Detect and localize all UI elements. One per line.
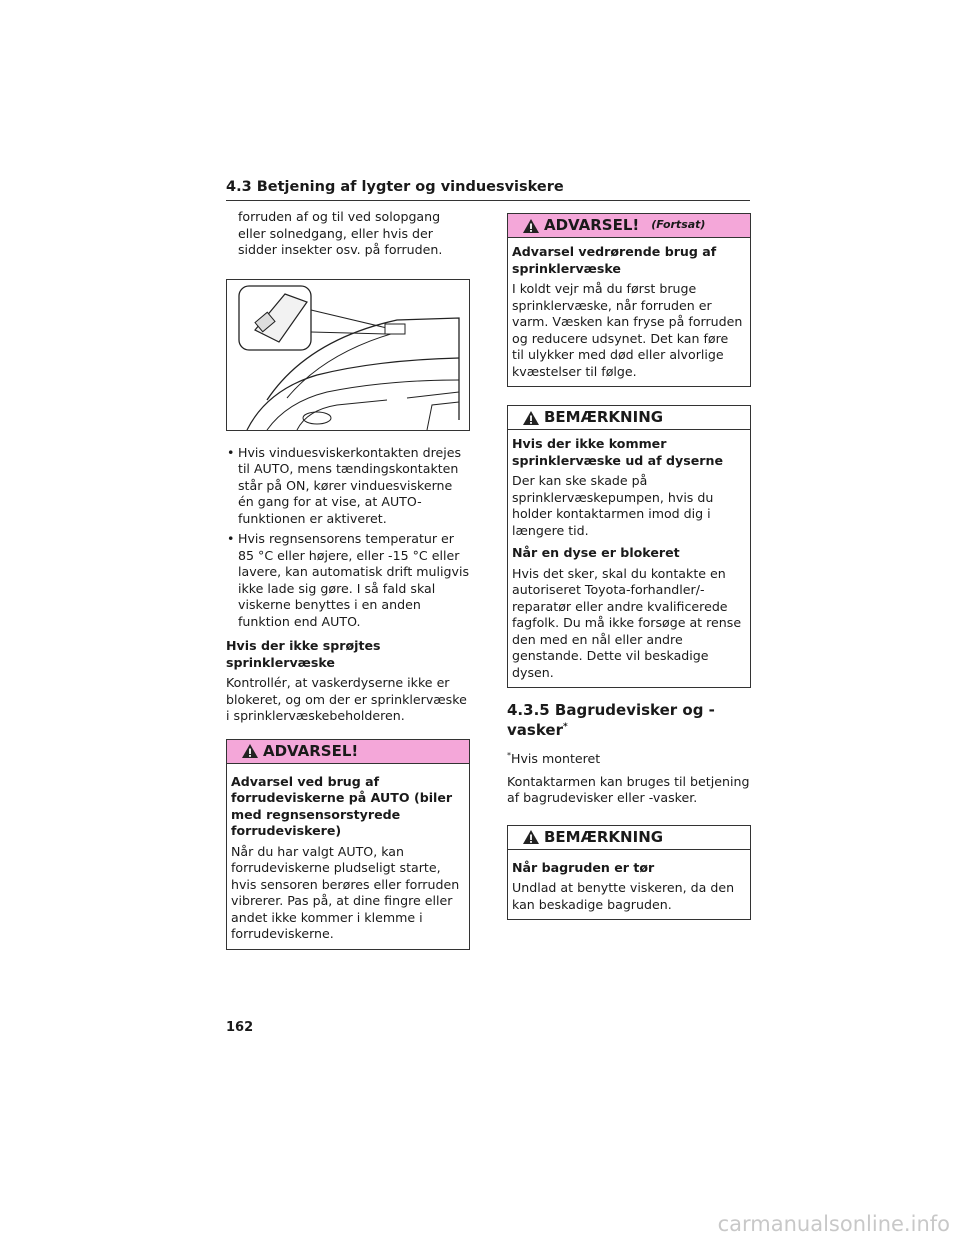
notice-title: BEMÆRKNING bbox=[544, 827, 664, 846]
footnote: *Hvis monteret bbox=[507, 751, 601, 767]
warning-header bbox=[508, 214, 750, 238]
watermark: carmanualsonline.info bbox=[717, 1212, 950, 1236]
warning-title: ADVARSEL! bbox=[544, 216, 640, 235]
notice-box-rear bbox=[507, 825, 751, 921]
page-number: 162 bbox=[226, 1020, 254, 1035]
warning-triangle-icon bbox=[522, 218, 540, 234]
notice-text: Der kan ske skade på sprinklervæskepumpen, hvis du holder kontaktarmen imod dig i længere tid. bbox=[512, 473, 714, 538]
notice-title: BEMÆRKNING bbox=[544, 408, 664, 427]
notice-triangle-icon bbox=[522, 829, 540, 845]
left-column bbox=[226, 209, 470, 950]
notice-text: Undlad at benytte viskeren, da den kan beskadige bagruden. bbox=[512, 880, 735, 912]
info-bullets bbox=[226, 445, 470, 631]
warning-body bbox=[227, 764, 469, 949]
notice-header bbox=[508, 406, 750, 430]
warning-triangle-icon bbox=[241, 743, 259, 759]
notice-body bbox=[508, 850, 750, 920]
intro-paragraph: forruden af og til ved solopgang eller solnedgang, eller hvis der sidder insekter osv. på forruden. bbox=[238, 209, 443, 257]
warning-subheading: Advarsel ved brug af forrudeviskerne på AUTO (biler med regnsensorstyrede forrudeviskere) bbox=[231, 773, 453, 838]
notice-subheading: Når bagruden er tør bbox=[512, 859, 655, 875]
notice-subheading: Når en dyse er blokeret bbox=[512, 545, 680, 560]
rain-sensor-illustration bbox=[226, 279, 470, 431]
notice-subheading: Hvis der ikke kommer sprinklervæske ud af dyserne bbox=[512, 436, 724, 468]
notice-box bbox=[507, 405, 751, 688]
continued-tag: (Fortsat) bbox=[651, 218, 706, 232]
list-item: • Hvis vinduesviskerkontakten drejes til AUTO, mens tændingskontakten står på ON, kører vinduesviskerne én gang for at vise, at AUTO-funktionen er aktiveret. bbox=[226, 445, 470, 528]
warning-box bbox=[226, 739, 470, 950]
notice-header bbox=[508, 826, 750, 850]
section-header: 4.3 Betjening af lygter og vinduesviskere bbox=[226, 179, 750, 201]
warning-subheading: Advarsel vedrørende brug af sprinklervæske bbox=[512, 244, 717, 276]
car-windshield-drawing bbox=[227, 280, 469, 430]
subsection-title: 4.3.5 Bagrudevisker og -vasker* bbox=[507, 701, 715, 739]
subheading: Hvis der ikke sprøjtes sprinklervæske bbox=[226, 638, 381, 670]
list-item: • Hvis regnsensorens temperatur er 85 °C eller højere, eller -15 °C eller lavere, kan automatisk drift muligvis ikke lade sig gøre. I så fald skal viskerne benyttes i en anden funktion end AUTO. bbox=[226, 531, 470, 630]
warning-title: ADVARSEL! bbox=[263, 741, 359, 760]
warning-header bbox=[227, 740, 469, 764]
notice-body bbox=[508, 430, 750, 687]
warning-text: Når du har valgt AUTO, kan forrudeviskerne pludseligt starte, hvis sensoren berøres eller forruden vibrerer. Pas på, at dine fingre eller andet ikke kommer i klemme i forrudeviskerne. bbox=[231, 843, 460, 941]
paragraph: Kontrollér, at vaskerdyserne ikke er blokeret, og om der er sprinklervæske i sprinklervæskebeholderen. bbox=[226, 675, 467, 723]
paragraph: Kontaktarmen kan bruges til betjening af bagrudevisker eller -vasker. bbox=[507, 773, 750, 806]
warning-body bbox=[508, 238, 750, 386]
notice-triangle-icon bbox=[522, 410, 540, 426]
warning-text: I koldt vejr må du først bruge sprinklervæske, når forruden er varm. Væsken kan fryse på forruden og reducere udsynet. Det kan føre til ulykker med død eller alvorlige kvæstelser til følge. bbox=[512, 281, 743, 379]
right-column bbox=[507, 213, 751, 920]
notice-text: Hvis det sker, skal du kontakte en autoriseret Toyota-forhandler/-reparatør eller andre kvalificerede fagfolk. Du må ikke forsøge at rense den med en nål eller andre genstande. Dette vil beskadige dysen. bbox=[512, 565, 742, 680]
warning-continued-box bbox=[507, 213, 751, 387]
